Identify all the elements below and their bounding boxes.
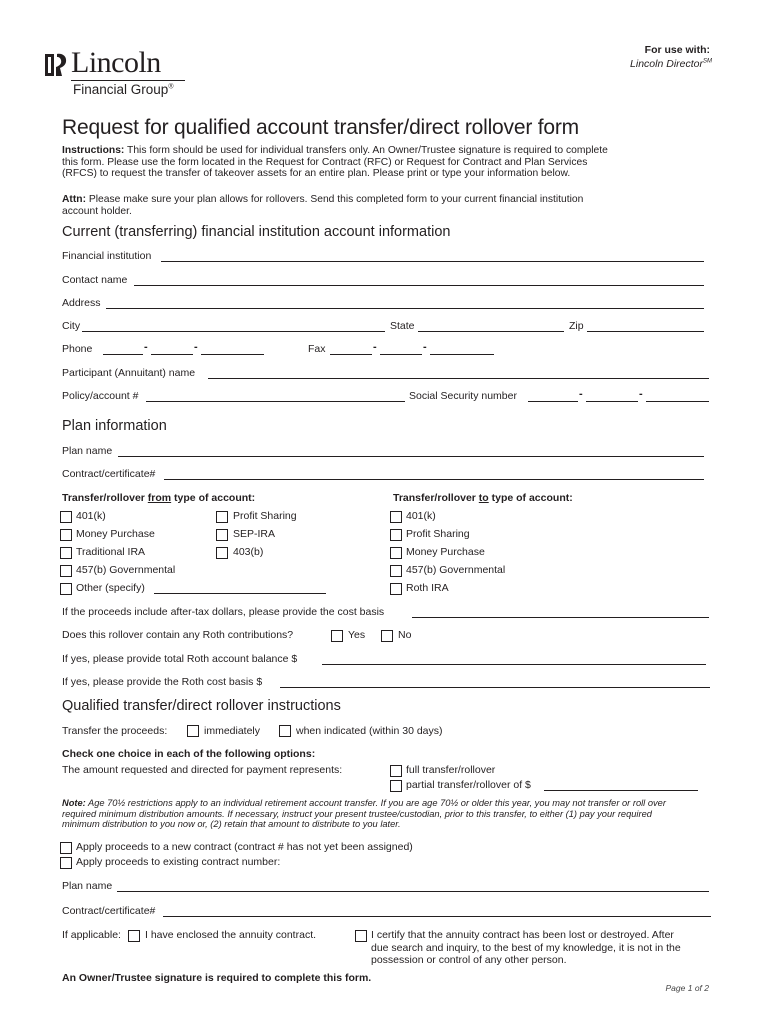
ssn-part3-field[interactable]	[646, 401, 709, 402]
partial-amount-field[interactable]	[544, 790, 698, 791]
from-403b-label: 403(b)	[233, 546, 264, 558]
from-457b-checkbox[interactable]	[60, 565, 72, 577]
from-401k-label: 401(k)	[76, 510, 106, 522]
from-heading-post: type of account:	[171, 492, 256, 504]
attn	[62, 194, 622, 217]
roth-no-checkbox[interactable]	[381, 630, 393, 642]
to-roth-ira-checkbox[interactable]	[390, 583, 402, 595]
plan-name-label: Plan name	[62, 445, 113, 457]
from-sep-ira-checkbox[interactable]	[216, 529, 228, 541]
rollover-section-title: Qualified transfer/direct rollover instructions	[62, 698, 341, 714]
immediately-label: immediately	[204, 725, 261, 737]
attn-label: Attn:	[62, 194, 87, 205]
apply-new-label: Apply proceeds to a new contract (contract # has not yet been assigned)	[76, 841, 413, 853]
plan-name-field[interactable]	[118, 456, 704, 457]
rollover-plan-name-field[interactable]	[117, 891, 709, 892]
from-profit-sharing-label: Profit Sharing	[233, 510, 297, 522]
to-401k-checkbox[interactable]	[390, 511, 402, 523]
note-text: Age 70½ restrictions apply to an individual retirement account transfer. If you are age 70½ or older this year, you may not transfer or roll over required minimum distribution amounts. If necessary, instruct your present trustee/custodian, prior to this transfer, to either (1) pay your required minimum distribution to you now or, (2) retain that amount to distribute to you later.	[62, 798, 666, 830]
from-other-label: Other (specify)	[76, 582, 145, 594]
from-profit-sharing-checkbox[interactable]	[216, 511, 228, 523]
enclosed-label: I have enclosed the annuity contract.	[145, 929, 317, 941]
from-heading	[62, 492, 255, 504]
ssn-part2-field[interactable]	[586, 401, 638, 402]
participant-field[interactable]	[208, 378, 709, 379]
contact-name-label: Contact name	[62, 274, 128, 286]
brand-sub-text: Financial Group	[73, 82, 169, 97]
phone-area-field[interactable]	[103, 354, 143, 355]
to-457b-checkbox[interactable]	[390, 565, 402, 577]
roth-question-label: Does this rollover contain any Roth contributions?	[62, 629, 294, 641]
full-transfer-label: full transfer/rollover	[406, 764, 496, 776]
from-401k-checkbox[interactable]	[60, 511, 72, 523]
brand-sub	[73, 82, 173, 97]
contact-name-field[interactable]	[134, 285, 704, 286]
to-profit-sharing-checkbox[interactable]	[390, 529, 402, 541]
roth-yes-checkbox[interactable]	[331, 630, 343, 642]
roth-basis-label: If yes, please provide the Roth cost basis $	[62, 676, 263, 688]
when-indicated-checkbox[interactable]	[279, 725, 291, 737]
to-457b-label: 457(b) Governmental	[406, 564, 506, 576]
page-number: Page 1 of 2	[665, 983, 709, 993]
fax-prefix-field[interactable]	[380, 354, 422, 355]
when-indicated-label: when indicated (within 30 days)	[296, 725, 443, 737]
if-applicable-label: If applicable:	[62, 929, 121, 941]
instructions-label: Instructions:	[62, 145, 125, 156]
instructions-text: This form should be used for individual transfers only. An Owner/Trustee signature is required to complete this form. Please use the form located in the Request for Contract (RFC) or Request for Contract and Plan Services (RFCS) to request the transfer of takeover assets for an entire plan. Please print or type your information below.	[62, 145, 608, 180]
address-label: Address	[62, 297, 101, 309]
from-403b-checkbox[interactable]	[216, 547, 228, 559]
check-one-heading: Check one choice in each of the following options:	[62, 748, 316, 760]
to-heading-pre: Transfer/rollover	[393, 492, 479, 504]
amount-represents-label: The amount requested and directed for payment represents:	[62, 764, 343, 776]
partial-transfer-label: partial transfer/rollover of $	[406, 779, 531, 791]
page-title: Request for qualified account transfer/direct rollover form	[62, 116, 579, 139]
attn-text: Please make sure your plan allows for rollovers. Send this completed form to your current financial institution account holder.	[62, 194, 584, 217]
phone-label: Phone	[62, 343, 93, 355]
immediately-checkbox[interactable]	[187, 725, 199, 737]
policy-field[interactable]	[146, 401, 405, 402]
from-other-checkbox[interactable]	[60, 583, 72, 595]
product-text: Lincoln Director	[630, 58, 703, 70]
to-heading-word: to	[478, 492, 489, 504]
fax-dash-1: -	[373, 341, 377, 353]
product-name	[630, 58, 712, 70]
partial-transfer-checkbox[interactable]	[390, 780, 402, 792]
rollover-plan-name-label: Plan name	[62, 880, 113, 892]
ssn-part1-field[interactable]	[528, 401, 578, 402]
from-heading-word: from	[147, 492, 172, 504]
contract-label: Contract/certificate#	[62, 468, 156, 480]
from-traditional-ira-checkbox[interactable]	[60, 547, 72, 559]
cost-basis-field[interactable]	[412, 617, 709, 618]
rollover-contract-label: Contract/certificate#	[62, 905, 156, 917]
roth-basis-field[interactable]	[280, 687, 710, 688]
lincoln-logo	[44, 44, 194, 100]
ssn-label: Social Security number	[409, 390, 517, 402]
to-profit-sharing-label: Profit Sharing	[406, 528, 470, 540]
to-roth-ira-label: Roth IRA	[406, 582, 449, 594]
city-label: City	[62, 320, 81, 332]
from-traditional-ira-label: Traditional IRA	[76, 546, 146, 558]
lincoln-portrait-icon	[44, 52, 68, 78]
participant-label: Participant (Annuitant) name	[62, 367, 196, 379]
apply-existing-checkbox[interactable]	[60, 857, 72, 869]
from-457b-label: 457(b) Governmental	[76, 564, 176, 576]
for-use-with: For use with:	[644, 44, 710, 56]
to-401k-label: 401(k)	[406, 510, 436, 522]
contract-field[interactable]	[164, 479, 704, 480]
roth-yes-label: Yes	[348, 629, 366, 641]
product-mark: SM	[703, 58, 712, 65]
phone-prefix-field[interactable]	[151, 354, 193, 355]
current-section-title: Current (transferring) financial institution account information	[62, 224, 451, 240]
fax-dash-2: -	[423, 341, 427, 353]
logo-rule	[71, 80, 185, 81]
fax-line-field[interactable]	[430, 354, 494, 355]
from-money-purchase-label: Money Purchase	[76, 528, 155, 540]
phone-line-field[interactable]	[201, 354, 264, 355]
fax-area-field[interactable]	[330, 354, 372, 355]
phone-dash-1: -	[144, 341, 148, 353]
to-money-purchase-label: Money Purchase	[406, 546, 485, 558]
plan-section-title: Plan information	[62, 418, 167, 434]
roth-balance-label: If yes, please provide total Roth account balance $	[62, 653, 298, 665]
financial-institution-field[interactable]	[161, 261, 704, 262]
to-money-purchase-checkbox[interactable]	[390, 547, 402, 559]
policy-label: Policy/account #	[62, 390, 139, 402]
address-field[interactable]	[106, 308, 704, 309]
note-label: Note:	[62, 798, 86, 808]
city-field[interactable]	[82, 331, 385, 332]
to-heading	[393, 492, 573, 504]
cost-basis-label: If the proceeds include after-tax dollars, please provide the cost basis	[62, 606, 385, 618]
phone-dash-2: -	[194, 341, 198, 353]
from-heading-pre: Transfer/rollover	[62, 492, 148, 504]
enclosed-checkbox[interactable]	[128, 930, 140, 942]
apply-existing-label: Apply proceeds to existing contract number:	[76, 856, 281, 868]
signature-required: An Owner/Trustee signature is required to complete this form.	[62, 972, 372, 984]
roth-no-label: No	[398, 629, 412, 641]
apply-new-checkbox[interactable]	[60, 842, 72, 854]
instructions	[62, 145, 622, 180]
state-label: State	[390, 320, 415, 332]
transfer-proceeds-label: Transfer the proceeds:	[62, 725, 168, 737]
from-money-purchase-checkbox[interactable]	[60, 529, 72, 541]
to-heading-post: type of account:	[488, 492, 573, 504]
full-transfer-checkbox[interactable]	[390, 765, 402, 777]
state-field[interactable]	[418, 331, 564, 332]
registered-mark: ®	[168, 83, 174, 91]
ssn-dash-1: -	[579, 388, 583, 400]
certify-lost-checkbox[interactable]	[355, 930, 367, 942]
from-sep-ira-label: SEP-IRA	[233, 528, 276, 540]
zip-label: Zip	[569, 320, 584, 332]
rollover-contract-field[interactable]	[163, 916, 711, 917]
roth-balance-field[interactable]	[322, 664, 706, 665]
note	[62, 798, 692, 830]
from-other-field[interactable]	[154, 593, 326, 594]
zip-field[interactable]	[587, 331, 704, 332]
brand-name: Lincoln	[71, 46, 161, 79]
fax-label: Fax	[308, 343, 326, 355]
certify-lost-label: I certify that the annuity contract has been lost or destroyed. After due search and inquiry, to the best of my knowledge, it is not in the possession or control of any other person.	[371, 929, 681, 967]
ssn-dash-2: -	[639, 388, 643, 400]
financial-institution-label: Financial institution	[62, 250, 152, 262]
